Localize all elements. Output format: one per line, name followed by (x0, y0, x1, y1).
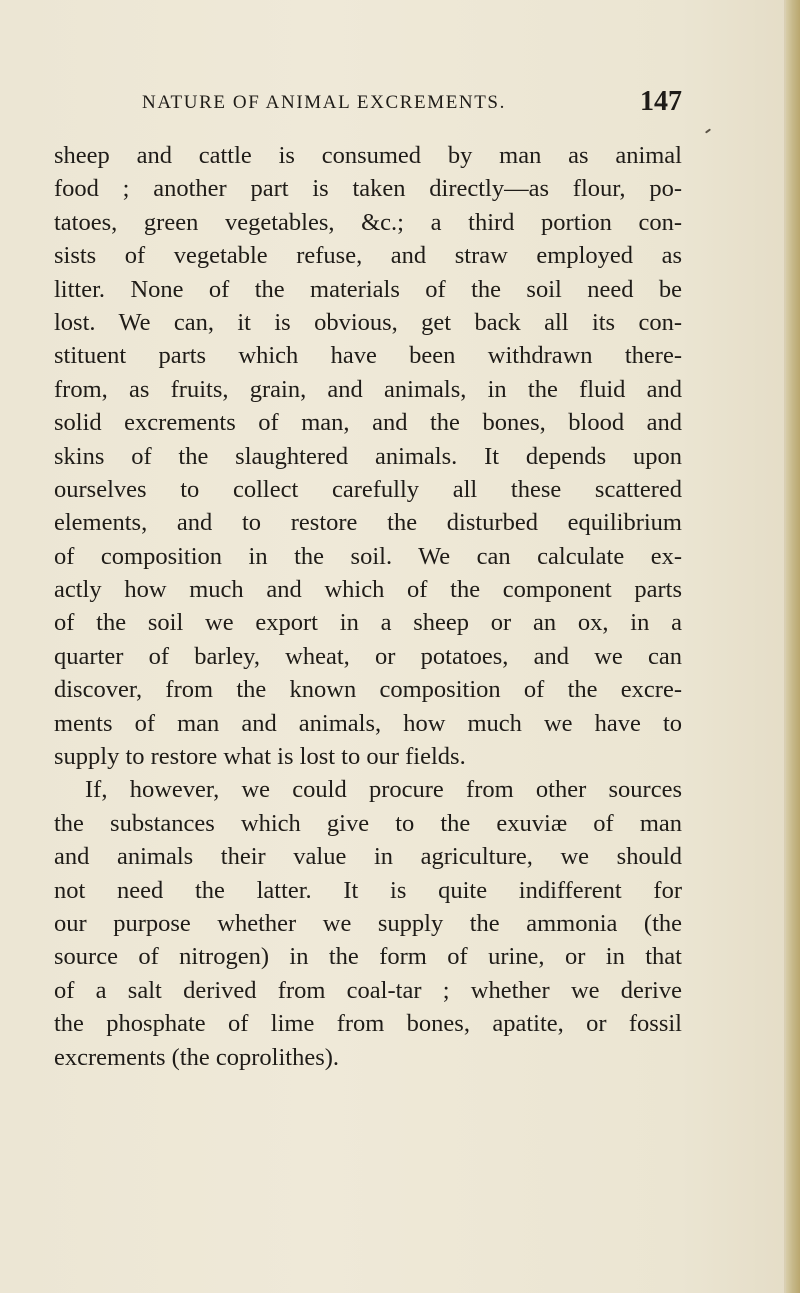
paragraph-end-line: excrements (the coprolithes). (54, 1043, 340, 1071)
text-line: and animals their value in agriculture, we should (54, 843, 682, 871)
text-line: lost. We can, it is obvious, get back all its con- (54, 308, 682, 336)
text-line: discover, from the known composition of the excre- (54, 676, 682, 704)
text-line: of composition in the soil. We can calculate ex- (54, 542, 682, 570)
body-text (54, 139, 682, 1074)
text-line: source of nitrogen) in the form of urine, or in that (54, 943, 682, 971)
text-line: elements, and to restore the disturbed equilibrium (54, 509, 682, 537)
text-line: sheep and cattle is consumed by man as animal (54, 142, 682, 169)
text-line: quarter of barley, wheat, or potatoes, and we can (54, 642, 682, 670)
text-line: of the soil we export in a sheep or an ox, in a (54, 609, 682, 637)
paragraph-end-line: supply to restore what is lost to our fields. (54, 743, 466, 771)
paragraph-start-line: If, however, we could procure from other sources (85, 776, 682, 804)
page-number: 147 (640, 86, 682, 117)
text-line: food ; another part is taken directly—as flour, po- (54, 175, 682, 203)
text-line: not need the latter. It is quite indifferent for (54, 876, 682, 904)
text-line: solid excrements of man, and the bones, blood and (54, 409, 682, 437)
running-head: NATURE OF ANIMAL EXCREMENTS. (142, 92, 506, 113)
text-line: skins of the slaughtered animals. It depends upon (54, 442, 682, 470)
text-line: stituent parts which have been withdrawn there- (54, 342, 682, 370)
page-header (142, 86, 682, 120)
text-line: the substances which give to the exuviæ of man (54, 809, 682, 837)
page-gutter (786, 0, 800, 1293)
text-line: ments of man and animals, how much we have to (54, 709, 682, 737)
text-line: of a salt derived from coal-tar ; whether we derive (54, 976, 682, 1004)
text-line: tatoes, green vegetables, &c.; a third portion con- (54, 208, 682, 236)
text-line: litter. None of the materials of the soil need be (54, 275, 682, 303)
text-line: from, as fruits, grain, and animals, in the fluid and (54, 375, 682, 403)
text-line: the phosphate of lime from bones, apatite, or fossil (54, 1010, 682, 1038)
text-line: our purpose whether we supply the ammonia (the (54, 909, 682, 937)
text-line: ourselves to collect carefully all these scattered (54, 475, 682, 503)
paper-speck (705, 128, 711, 133)
text-line: actly how much and which of the component parts (54, 576, 682, 604)
text-line: sists of vegetable refuse, and straw employed as (54, 242, 682, 270)
